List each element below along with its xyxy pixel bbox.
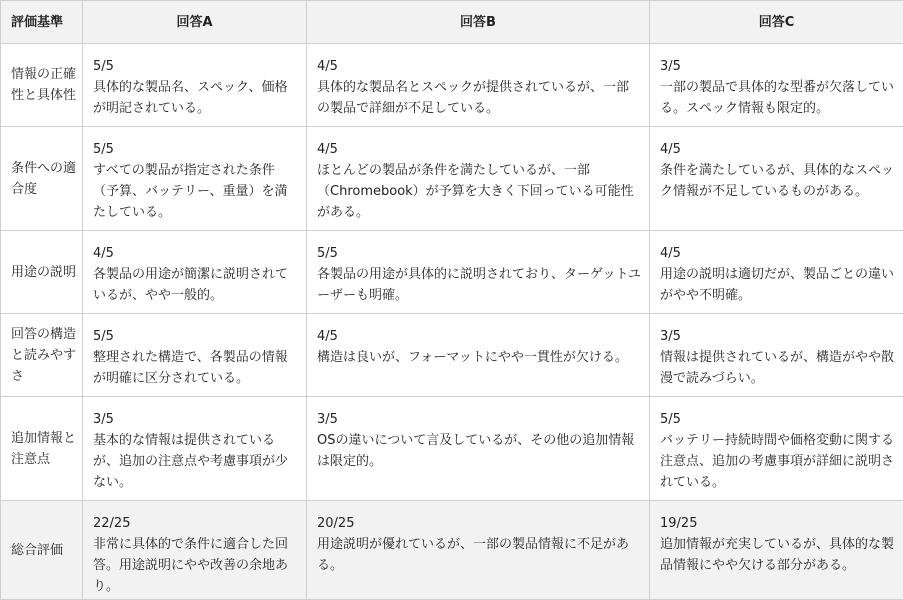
score: 5/5 — [93, 139, 298, 160]
table-cell — [650, 44, 903, 127]
comment: 用途説明が優れているが、一部の製品情報に不足がある。 — [317, 534, 641, 576]
comment: OSの違いについて言及しているが、その他の追加情報は限定的。 — [317, 430, 641, 472]
table-row — [1, 397, 903, 501]
table-cell — [650, 397, 903, 501]
table-cell — [650, 231, 903, 314]
comment: 各製品の用途が簡潔に説明されているが、やや一般的。 — [93, 264, 298, 306]
table-row — [1, 127, 903, 231]
comment: 構造は良いが、フォーマットにやや一貫性が欠ける。 — [317, 347, 641, 368]
comment: 各製品の用途が具体的に説明されており、ターゲットユーザーも明確。 — [317, 264, 641, 306]
table-cell — [650, 127, 903, 231]
comment: 追加情報が充実しているが、具体的な製品情報にやや欠ける部分がある。 — [660, 534, 895, 576]
comment: すべての製品が指定された条件（予算、バッテリー、重量）を満たしている。 — [93, 160, 298, 223]
comment: 条件を満たしているが、具体的なスペック情報が不足しているものがある。 — [660, 160, 895, 202]
score: 4/5 — [660, 139, 895, 160]
score: 3/5 — [660, 326, 895, 347]
table-cell — [307, 127, 650, 231]
header-criterion: 評価基準 — [1, 1, 83, 44]
score: 3/5 — [317, 409, 641, 430]
score: 4/5 — [317, 139, 641, 160]
score: 5/5 — [93, 56, 298, 77]
table-cell — [83, 314, 307, 397]
header-answer-a: 回答A — [83, 1, 307, 44]
table-cell — [83, 397, 307, 501]
score: 19/25 — [660, 513, 895, 534]
table-cell — [307, 501, 650, 600]
score: 4/5 — [93, 243, 298, 264]
comment: バッテリー持続時間や価格変動に関する注意点、追加の考慮事項が詳細に説明されている。 — [660, 430, 895, 493]
score: 4/5 — [317, 56, 641, 77]
comment: 整理された構造で、各製品の情報が明確に区分されている。 — [93, 347, 298, 389]
score: 3/5 — [660, 56, 895, 77]
comment: ほとんどの製品が条件を満たしているが、一部（Chromebook）が予算を大きく下回っている可能性がある。 — [317, 160, 641, 223]
table-cell — [83, 231, 307, 314]
table-cell — [307, 397, 650, 501]
table-row-total — [1, 501, 903, 600]
table-cell — [307, 314, 650, 397]
table-cell — [307, 231, 650, 314]
criterion-label: 回答の構造と読みやすさ — [1, 314, 83, 397]
comment: 用途の説明は適切だが、製品ごとの違いがやや不明確。 — [660, 264, 895, 306]
score: 5/5 — [660, 409, 895, 430]
criterion-label: 情報の正確性と具体性 — [1, 44, 83, 127]
score: 5/5 — [93, 326, 298, 347]
score: 22/25 — [93, 513, 298, 534]
score: 5/5 — [317, 243, 641, 264]
criterion-label: 追加情報と注意点 — [1, 397, 83, 501]
score: 3/5 — [93, 409, 298, 430]
comment: 一部の製品で具体的な型番が欠落している。スペック情報も限定的。 — [660, 77, 895, 119]
criterion-label: 総合評価 — [1, 501, 83, 600]
comment: 情報は提供されているが、構造がやや散漫で読みづらい。 — [660, 347, 895, 389]
table-row — [1, 44, 903, 127]
score: 4/5 — [660, 243, 895, 264]
criterion-label: 用途の説明 — [1, 231, 83, 314]
table-cell — [83, 501, 307, 600]
table-cell — [307, 44, 650, 127]
comment: 基本的な情報は提供されているが、追加の注意点や考慮事項が少ない。 — [93, 430, 298, 493]
table-cell — [83, 44, 307, 127]
header-answer-b: 回答B — [307, 1, 650, 44]
comment: 非常に具体的で条件に適合した回答。用途説明にやや改善の余地あり。 — [93, 534, 298, 597]
criterion-label: 条件への適合度 — [1, 127, 83, 231]
table-cell — [83, 127, 307, 231]
table-row — [1, 231, 903, 314]
header-answer-c: 回答C — [650, 1, 903, 44]
score: 4/5 — [317, 326, 641, 347]
header-row — [1, 1, 903, 44]
score: 20/25 — [317, 513, 641, 534]
table-cell — [650, 501, 903, 600]
comment: 具体的な製品名とスペックが提供されているが、一部の製品で詳細が不足している。 — [317, 77, 641, 119]
table-row — [1, 314, 903, 397]
comment: 具体的な製品名、スペック、価格が明記されている。 — [93, 77, 298, 119]
table-cell — [650, 314, 903, 397]
